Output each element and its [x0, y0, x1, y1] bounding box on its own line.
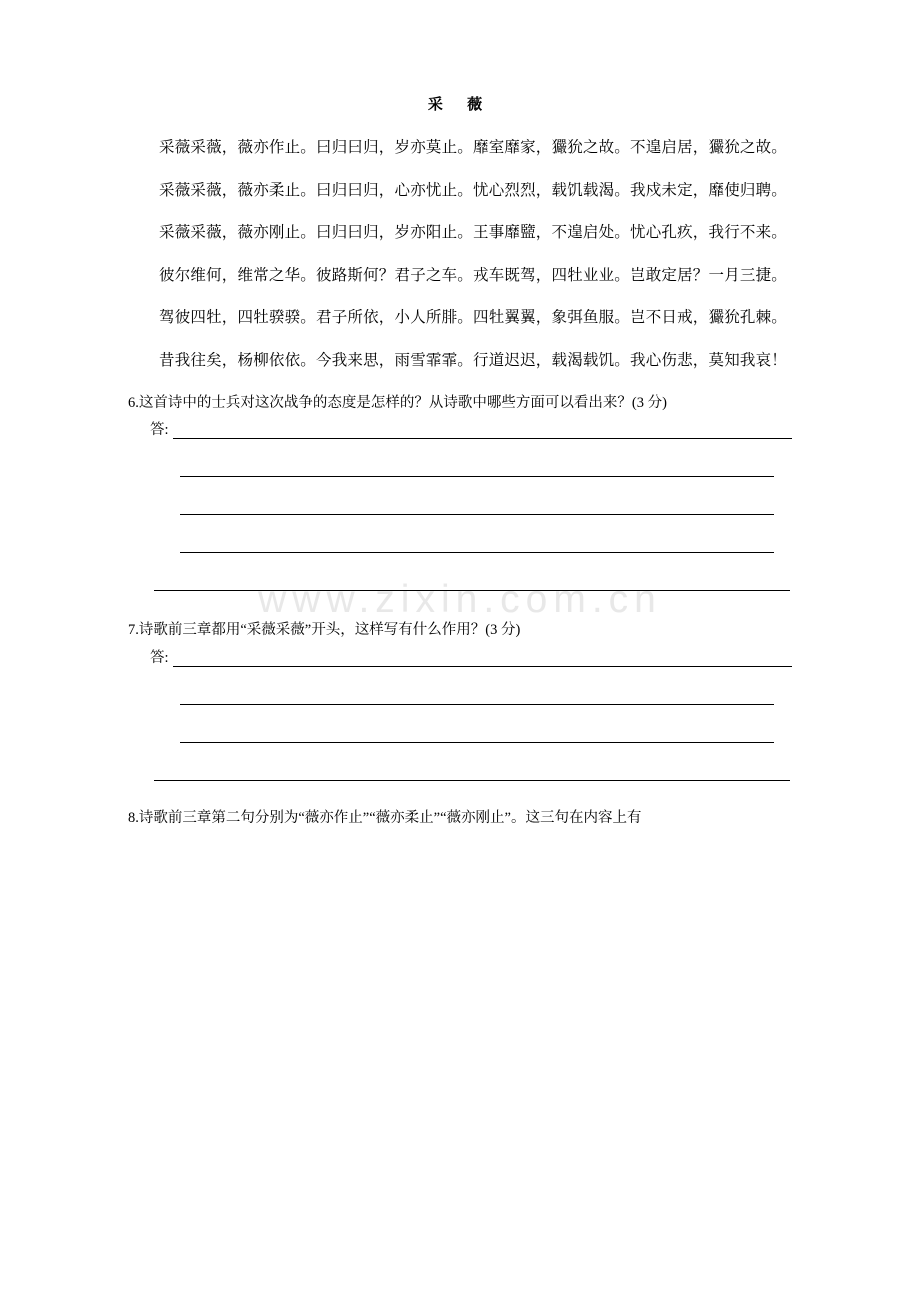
question-6-number: 6. — [128, 394, 139, 411]
question-7 — [128, 619, 792, 780]
answer-writing-line[interactable] — [180, 475, 774, 477]
question-6-answer-row — [128, 418, 792, 439]
question-8-body: 诗歌前三章第二句分别为“薇亦作止”“薇亦柔止”“薇亦刚止”。这三句在内容上有 — [138, 809, 642, 826]
poem-stanza: 采薇采薇，薇亦作止。曰归曰归，岁亦莫止。靡室靡家，玁狁之故。不遑启居，玁狁之故。 — [159, 139, 788, 156]
poem-stanza: 采薇采薇，薇亦柔止。曰归曰归，心亦忧止。忧心烈烈，载饥载渴。我戍未定，靡使归聘。 — [159, 181, 788, 199]
answer-writing-line[interactable] — [180, 741, 774, 743]
answer-writing-line[interactable] — [180, 551, 774, 553]
question-7-number: 7. — [128, 622, 139, 639]
answer-writing-line[interactable] — [154, 779, 790, 781]
answer-writing-line[interactable] — [180, 513, 774, 515]
answer-writing-line[interactable] — [173, 421, 792, 439]
question-7-body: 诗歌前三章都用“采薇采薇”开头，这样写有什么作用？(3 分) — [138, 622, 521, 639]
question-6-body: 这首诗中的士兵对这次战争的态度是怎样的？从诗歌中哪些方面可以看出来？(3 分) — [138, 394, 667, 411]
poem-stanza: 采薇采薇，薇亦刚止。曰归曰归，岁亦阳止。王事靡盬，不遑启处。忧心孔疚，我行不来。 — [159, 224, 788, 242]
poem-stanza: 昔我往矣，杨柳依依。今我来思，雨雪霏霏。行道迟迟，载渴载饥。我心伤悲，莫知我哀！ — [159, 352, 788, 370]
question-8-number: 8. — [128, 809, 139, 826]
watermark-text: www.zixin.com.cn — [258, 578, 662, 621]
question-7-text — [128, 619, 792, 641]
question-8 — [128, 807, 792, 829]
answer-label: 答: — [150, 649, 169, 666]
page-content — [128, 96, 792, 829]
answer-label: 答: — [150, 422, 169, 439]
question-8-text — [128, 807, 792, 829]
answer-writing-line[interactable] — [154, 589, 790, 591]
poem-stanza: 驾彼四牡，四牡骙骙。君子所依，小人所腓。四牡翼翼，象弭鱼服。岂不日戒，玁狁孔棘。 — [159, 309, 788, 327]
poem-title: 采 薇 — [427, 96, 493, 113]
answer-writing-line[interactable] — [180, 703, 774, 705]
question-6-text — [128, 392, 792, 414]
question-7-answer-row — [128, 646, 792, 667]
question-6 — [128, 392, 792, 591]
poem-stanza: 彼尔维何，维常之华。彼路斯何？君子之车。戎车既驾，四牡业业。岂敢定居？一月三捷。 — [159, 266, 788, 284]
answer-writing-line[interactable] — [173, 649, 792, 667]
